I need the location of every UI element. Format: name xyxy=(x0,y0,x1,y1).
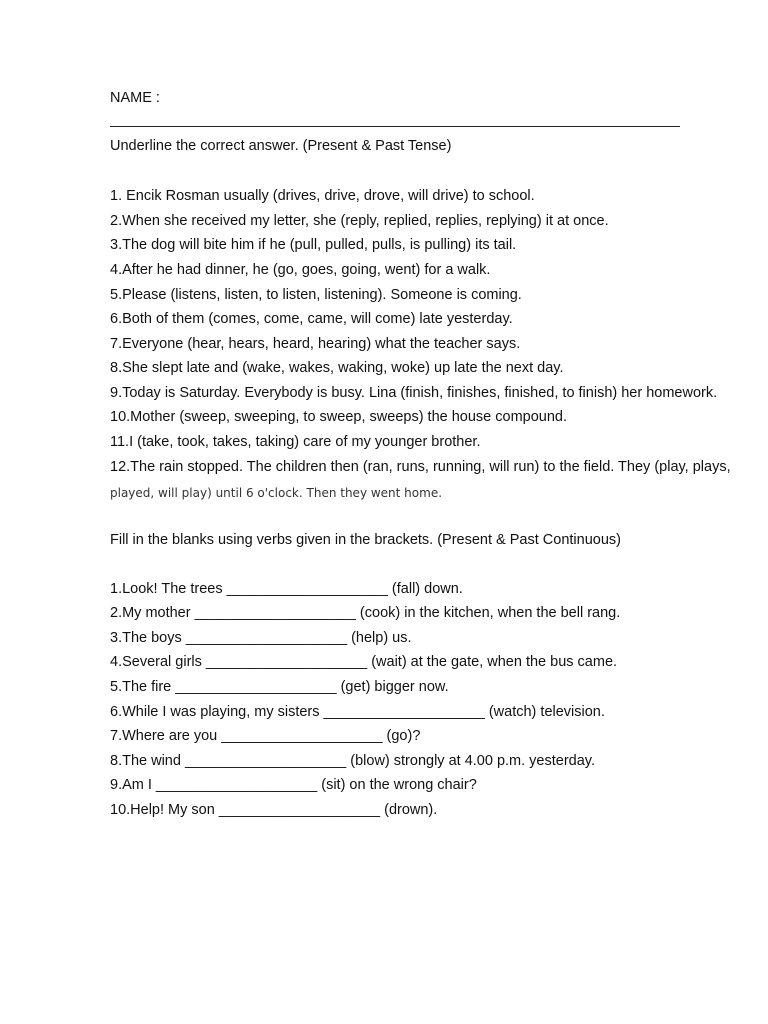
section1-item: 1. Encik Rosman usually (drives, drive, drove, will drive) to school. xyxy=(110,188,535,204)
section2-item: 1.Look! The trees ____________________ (fall) down. xyxy=(110,581,463,597)
section1-item: 11.I (take, took, takes, taking) care of my younger brother. xyxy=(110,434,481,450)
section2-item: 6.While I was playing, my sisters ____________________ (watch) television. xyxy=(110,704,605,720)
section1-instruction: Underline the correct answer. (Present & Past Tense) xyxy=(110,138,452,154)
section1-item: 12.The rain stopped. The children then (ran, runs, running, will run) to the field. They (play, plays, xyxy=(110,459,731,475)
section1-item: 4.After he had dinner, he (go, goes, going, went) for a walk. xyxy=(110,262,491,278)
section2-item: 10.Help! My son ____________________ (drown). xyxy=(110,802,438,818)
section2-item: 4.Several girls ____________________ (wait) at the gate, when the bus came. xyxy=(110,654,618,670)
section1-item: 7.Everyone (hear, hears, heard, hearing) what the teacher says. xyxy=(110,336,521,352)
section2-item: 2.My mother ____________________ (cook) in the kitchen, when the bell rang. xyxy=(110,605,621,621)
section2-instruction: Fill in the blanks using verbs given in the brackets. (Present & Past Continuous) xyxy=(110,532,621,548)
section1-item: 9.Today is Saturday. Everybody is busy. Lina (finish, finishes, finished, to finish) her homework. xyxy=(110,385,718,401)
section2-item: 8.The wind ____________________ (blow) strongly at 4.00 p.m. yesterday. xyxy=(110,753,595,769)
section2-item: 7.Where are you ____________________ (go)? xyxy=(110,728,421,744)
section1-item: 5.Please (listens, listen, to listen, listening). Someone is coming. xyxy=(110,287,522,303)
name-label: NAME : xyxy=(110,90,160,106)
name-underline xyxy=(110,126,680,127)
section1-item: 6.Both of them (comes, come, came, will come) late yesterday. xyxy=(110,311,513,327)
section1-item: 3.The dog will bite him if he (pull, pulled, pulls, is pulling) its tail. xyxy=(110,237,517,253)
section1-item: 2.When she received my letter, she (reply, replied, replies, replying) it at once. xyxy=(110,213,609,229)
section2-item: 5.The fire ____________________ (get) bigger now. xyxy=(110,679,449,695)
section1-item-continuation: played, will play) until 6 o'clock. Then they went home. xyxy=(110,486,443,500)
section1-item: 8.She slept late and (wake, wakes, waking, woke) up late the next day. xyxy=(110,360,564,376)
section2-item: 9.Am I ____________________ (sit) on the wrong chair? xyxy=(110,777,477,793)
section2-item: 3.The boys ____________________ (help) us. xyxy=(110,630,412,646)
section1-item: 10.Mother (sweep, sweeping, to sweep, sweeps) the house compound. xyxy=(110,409,568,425)
